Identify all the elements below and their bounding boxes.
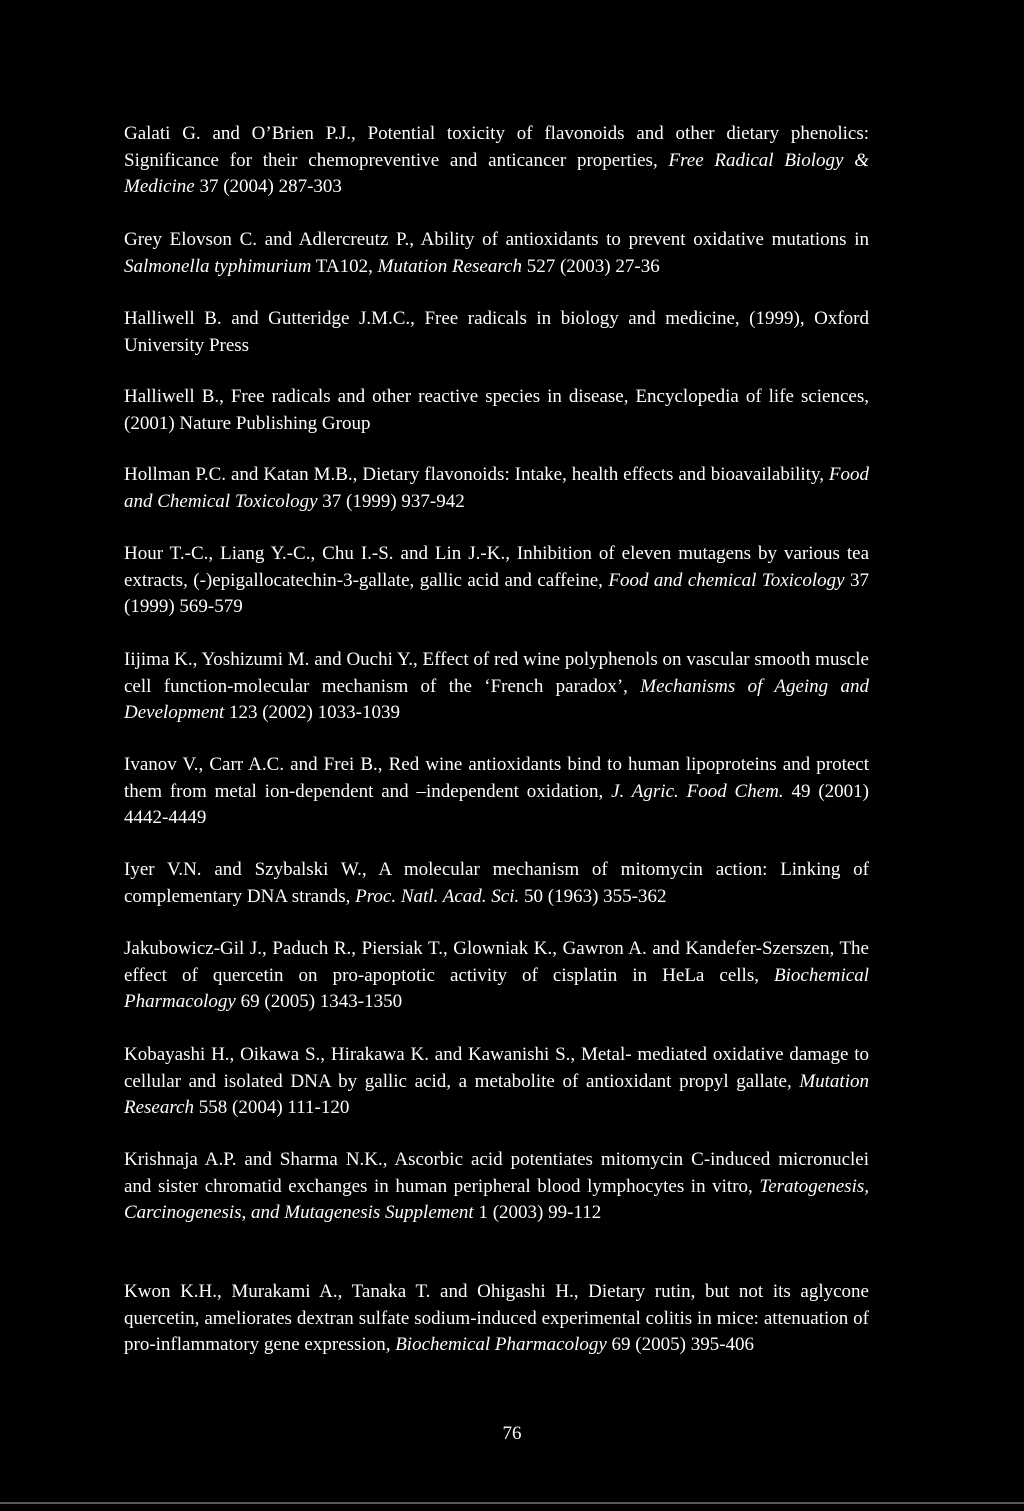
journal-title: Proc. Natl. Acad. Sci. [355,885,520,907]
journal-title: J. Agric. Food Chem. [611,780,784,802]
ref-text: 49 (2001) 4442-4449 [124,780,869,828]
ref-text: Iyer V.N. and Szybalski W., A molecular mechanism of mitomycin action: Linking of complementary DNA strands, [124,859,869,907]
ref-text: 527 (2003) 27-36 [521,255,660,277]
organism-name: Salmonella typhimurium [124,255,312,277]
reference-entry [124,647,869,727]
ref-text: Iijima K., Yoshizumi M. and Ouchi Y., Effect of red wine polyphenols on vascular smooth muscle cell function-molecular mechanism of the ‘French paradox’, [124,649,869,697]
ref-text: Hour T.-C., Liang Y.-C., Chu I.-S. and Lin J.-K., Inhibition of eleven mutagens by various tea extracts, (-)epigallocatechin-3-gallate, gallic acid and caffeine, [124,543,869,591]
ref-text: Grey Elovson C. and Adlercreutz P., Ability of antioxidants to prevent oxidative mutations in [124,229,869,250]
reference-entry [124,1147,869,1227]
ref-text: Kobayashi H., Oikawa S., Hirakawa K. and Kawanishi S., Metal- mediated oxidative damage to cellular and isolated DNA by gallic acid, a metabolite of antioxidant propyl gallate, [124,1044,869,1092]
ref-text: Jakubowicz-Gil J., Paduch R., Piersiak T., Glowniak K., Gawron A. and Kandefer-Szerszen, The effect of quercetin on pro-apoptotic activity of cisplatin in HeLa cells, [124,938,869,986]
ref-text: 37 (2004) 287-303 [194,176,342,197]
reference-entry [124,1042,869,1122]
journal-title: Mutation Research [377,255,522,277]
reference-entry [124,936,869,1016]
ref-text: Galati G. and O’Brien P.J., Potential toxicity of flavonoids and other dietary phenolics: Significance for their chemopreventive and anticancer properties, [124,123,869,171]
journal-title: Teratogenesis, Carcinogenesis, and Mutagenesis Supplement [124,1175,869,1223]
reference-entry [124,857,869,910]
bottom-divider [0,1502,1024,1504]
journal-title: Mechanisms of Ageing and Development [124,675,869,723]
reference-entry [124,384,869,437]
reference-entry [124,1279,869,1359]
journal-title: Biochemical Pharmacology [124,964,869,1012]
reference-entry [124,121,869,201]
reference-entry [124,462,869,515]
page-number: 76 [502,1423,522,1444]
ref-text: Ivanov V., Carr A.C. and Frei B., Red wine antioxidants bind to human lipoproteins and protect them from metal ion-dependent and –independent oxidation, [124,754,869,802]
journal-title: Mutation Research [124,1070,869,1118]
ref-text: Krishnaja A.P. and Sharma N.K., Ascorbic acid potentiates mitomycin C-induced micronuclei and sister chromatid exchanges in human peripheral blood lymphocytes in vitro, [124,1149,869,1197]
reference-entry [124,541,869,621]
reference-entry [124,227,869,280]
ref-text: Kwon K.H., Murakami A., Tanaka T. and Ohigashi H., Dietary rutin, but not its aglycone quercetin, ameliorates dextran sulfate sodium-induced experimental colitis in mice: attenuation of pro-inflammatory gene expression, [124,1281,869,1355]
ref-text: TA102, [311,255,378,277]
ref-text: 1 (2003) 99-112 [473,1202,602,1223]
ref-text: Halliwell B. and Gutteridge J.M.C., Free radicals in biology and medicine, (1999), Oxford University Press [124,308,869,356]
ref-text: 558 (2004) 111-120 [194,1097,350,1118]
ref-text: Halliwell B., Free radicals and other reactive species in disease, Encyclopedia of life sciences, (2001) Nature Publishing Group [124,386,869,434]
reference-entry [124,306,869,359]
journal-title: Free Radical Biology & Medicine [124,149,869,197]
ref-text: 69 (2005) 395-406 [606,1334,755,1355]
journal-title: Food and chemical Toxicology [608,569,845,591]
journal-title: Biochemical Pharmacology [395,1334,607,1355]
ref-text: 50 (1963) 355-362 [519,885,667,907]
journal-title: Food and Chemical Toxicology [124,464,869,512]
reference-entry [124,752,869,832]
ref-text: 37 (1999) 937-942 [317,490,465,512]
ref-text: 69 (2005) 1343-1350 [235,991,403,1012]
ref-text: 37 (1999) 569-579 [124,569,870,617]
ref-text: Hollman P.C. and Katan M.B., Dietary flavonoids: Intake, health effects and bioavailability, [124,464,829,485]
ref-text: 123 (2002) 1033-1039 [224,702,400,723]
